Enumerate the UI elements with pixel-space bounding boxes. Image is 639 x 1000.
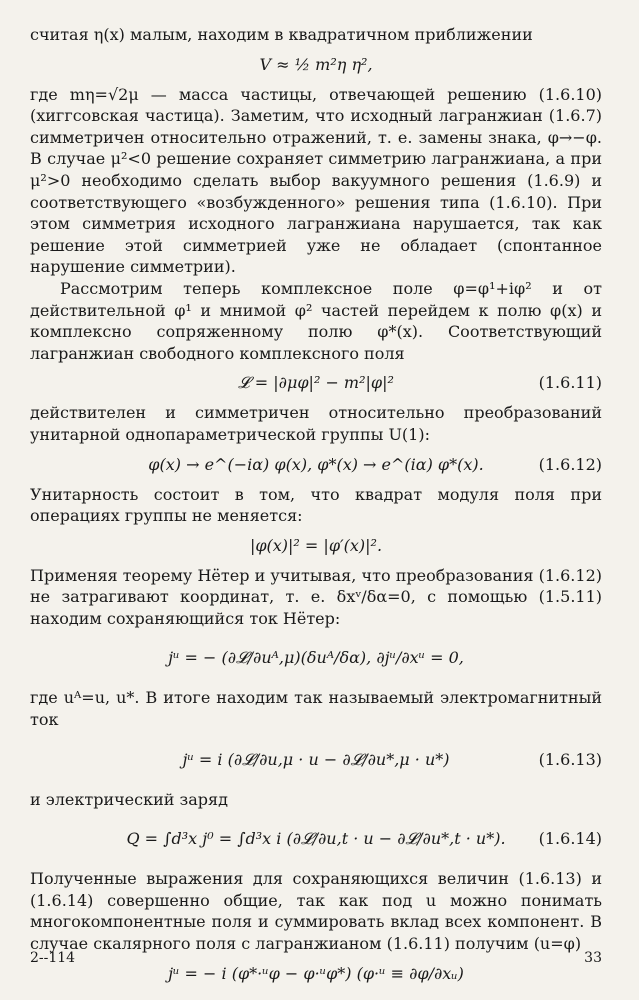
equation-body: jᵘ = i (∂𝓛/∂u,μ · u − ∂𝓛/∂u*,μ · u*) xyxy=(182,749,450,769)
equation-body: jᵘ = − i (φ*·ᵘφ − φ·ᵘφ*) (φ·ᵘ ≡ ∂φ/∂xᵤ) xyxy=(168,963,464,983)
equation-v-approx xyxy=(30,48,602,82)
paragraph-4: действителен и симметричен относительно преобразований унитарной однопараметрической группы U(1): xyxy=(30,403,602,444)
paragraph-7: где uᴬ=u, u*. В итоге находим так называемый электромагнитный ток xyxy=(30,688,602,730)
equation-body: jᵘ = − (∂𝓛/∂uᴬ,μ)(δuᴬ/δα), ∂jᵘ/∂xᵘ = 0, xyxy=(168,648,464,668)
equation-body: Q = ∫d³x j⁰ = ∫d³x i (∂𝓛/∂u,t · u − ∂𝓛/∂u*,t · u*). xyxy=(126,829,506,849)
equation-number: (1.6.13) xyxy=(538,749,602,769)
page-footer xyxy=(30,948,602,970)
paragraph-3: Рассмотрим теперь комплексное поле φ=φ¹+iφ² и от действительной φ¹ и мнимой φ² частей перейдем к полю φ(x) и комплексно сопряженному полю φ*(x). Соответствующий лагранжиан свободного комплексного поля xyxy=(30,278,602,363)
equation-noether-current xyxy=(30,631,602,685)
equation-body: 𝓛 = |∂μφ|² − m²|φ|² xyxy=(238,373,394,393)
paragraph-2: где mη=√2μ — масса частицы, отвечающей решению (1.6.10) (хиггсовская частица). Заметим, что исходный лагранжиан (1.6.7) симметричен относительно отражений, т. е. замены знака, φ→−φ. В случае μ²<0 решение сохраняет симметрию лагранжиана, а при μ²>0 необходимо сделать выбор вакуумного решения (1.6.9) и соответствующего «возбужденного» решения типа (1.6.10). При этом симметрия исходного лагранжиана нарушается, так как решение этой симметрией уже не обладает (спонтанное нарушение симметрии). xyxy=(30,84,602,277)
equation-1-6-13 xyxy=(30,733,602,787)
page xyxy=(30,24,602,993)
paragraph-8: и электрический заряд xyxy=(30,789,228,809)
equation-number: (1.6.12) xyxy=(538,454,602,474)
paragraph-6: Применяя теорему Нётер и учитывая, что преобразования (1.6.12) не затрагивают координат, т. е. δxᵛ/δα=0, с помощью (1.5.11) находим сохраняющийся ток Нётер: xyxy=(30,565,602,628)
equation-body: V ≈ ½ m²η η², xyxy=(259,54,373,74)
printer-signature: 2--114 xyxy=(30,950,76,966)
equation-number: (1.6.14) xyxy=(538,829,602,849)
equation-1-6-12 xyxy=(30,448,602,482)
paragraph-1: считая η(x) малым, находим в квадратичном приближении xyxy=(30,25,533,44)
equation-number: (1.6.11) xyxy=(538,373,602,393)
paragraph-9: Полученные выражения для сохраняющихся величин (1.6.13) и (1.6.14) совершенно общие, так как под u можно понимать многокомпонентные поля и суммировать вклад всех компонент. В случае скалярного поля с лагранжианом (1.6.11) получим (u=φ) xyxy=(30,869,602,954)
equation-body: |φ(x)|² = |φ′(x)|². xyxy=(249,535,383,555)
equation-1-6-14 xyxy=(30,812,602,866)
equation-1-6-11 xyxy=(30,366,602,400)
equation-body: φ(x) → e^(−iα) φ(x), φ*(x) → e^(iα) φ*(x). xyxy=(148,454,484,474)
page-number: 33 xyxy=(584,950,602,966)
equation-unitarity xyxy=(30,529,602,563)
paragraph-5: Унитарность состоит в том, что квадрат модуля поля при операциях группы не меняется: xyxy=(30,484,602,526)
